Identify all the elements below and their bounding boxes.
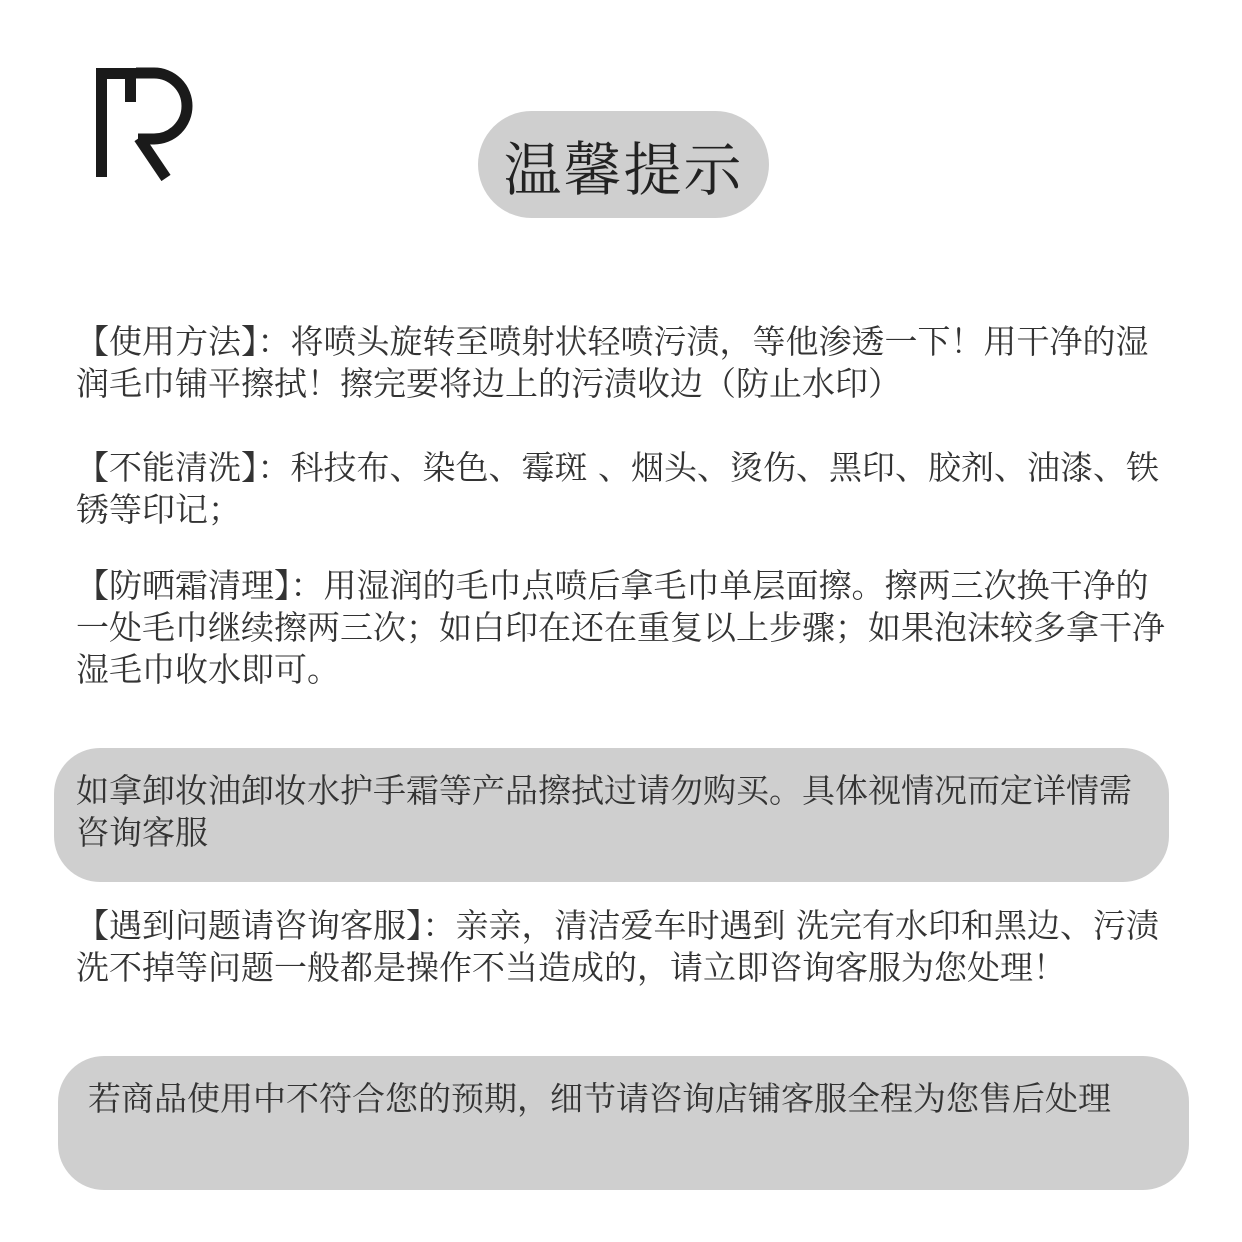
after-sales-text: 若商品使用中不符合您的预期，细节请咨询店铺客服全程为您售后处理	[88, 1079, 1111, 1118]
sunscreen-text: ：用湿润的毛巾点喷后拿毛巾单层面擦。擦两三次换干净的一处毛巾继续擦两三次；如白印在还在重复以上步骤；如果泡沫较多拿干净湿毛巾收水即可。	[76, 566, 1165, 689]
page-title: 温馨提示	[503, 135, 744, 204]
sunscreen-cleaning	[76, 565, 1166, 691]
usage-tag: 【使用方法】	[76, 322, 258, 361]
warning-pill	[54, 748, 1169, 882]
after-sales-pill	[58, 1056, 1189, 1190]
usage-text: ：将喷头旋转至喷射状轻喷污渍，等他渗透一下！用干净的湿润毛巾铺平擦拭！擦完要将边上的污渍收边（防止水印）	[76, 322, 1149, 403]
cannot-clean-text: ：科技布、染色、霉斑 、烟头、烫伤、黑印、胶剂、油漆、铁锈等印记；	[76, 448, 1159, 529]
cannot-clean-tag: 【不能清洗】	[76, 448, 258, 487]
sunscreen-tag: 【防晒霜清理】	[76, 566, 291, 605]
contact-text: ：亲亲，清洁爱车时遇到 洗完有水印和黑边、污渍洗不掉等问题一般都是操作不当造成的，请立即咨询客服为您处理！	[76, 906, 1159, 987]
contact-service-notice	[76, 905, 1166, 989]
usage-instructions	[76, 321, 1166, 405]
cannot-clean-notice	[76, 447, 1166, 531]
title-pill	[478, 111, 769, 218]
brand-logo	[94, 66, 194, 181]
warning-text: 如拿卸妆油卸妆水护手霜等产品擦拭过请勿购买。具体视情况而定详情需咨询客服	[76, 771, 1132, 852]
contact-tag: 【遇到问题请咨询客服】	[76, 906, 423, 945]
